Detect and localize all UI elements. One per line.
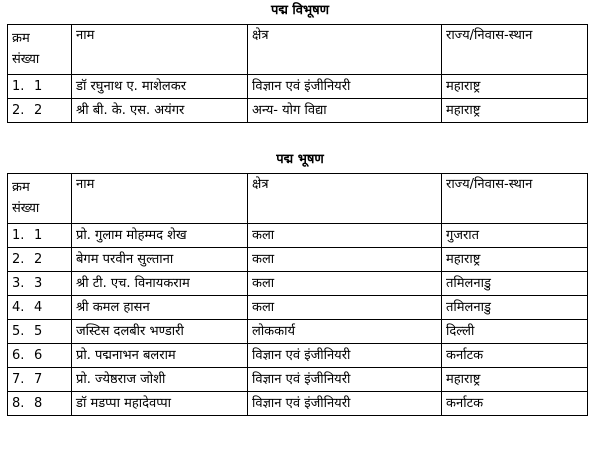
header-name: नाम <box>72 174 248 224</box>
section-title-padma-vibhushan: पद्म विभूषण <box>270 3 330 18</box>
cell-serial <box>8 392 72 416</box>
cell-name: श्री टी. एच. विनायकराम <box>72 272 248 296</box>
serial-number: 1 <box>34 227 43 243</box>
serial-prefix: 5. <box>12 323 25 339</box>
serial-number: 7 <box>34 371 43 387</box>
serial-prefix: 6. <box>12 347 25 363</box>
cell-name: डॉ रघुनाथ ए. माशेलकर <box>72 75 248 99</box>
table-row <box>8 272 588 296</box>
cell-name: डॉ मडप्पा महादेवप्पा <box>72 392 248 416</box>
cell-serial <box>8 344 72 368</box>
cell-name: प्रो. गुलाम मोहम्मद शेख <box>72 224 248 248</box>
cell-serial <box>8 248 72 272</box>
header-name: नाम <box>72 25 248 75</box>
cell-field: विज्ञान एवं इंजीनियरी <box>248 75 442 99</box>
header-field: क्षेत्र <box>248 174 442 224</box>
table-row <box>8 368 588 392</box>
header-serial-line2: संख्या <box>12 52 40 67</box>
table-row <box>8 296 588 320</box>
serial-number: 8 <box>34 395 43 411</box>
header-serial-line1: क्रम <box>12 31 30 46</box>
cell-field: लोककार्य <box>248 320 442 344</box>
cell-serial <box>8 296 72 320</box>
cell-state: तमिलनाडु <box>442 296 588 320</box>
table-row <box>8 99 588 123</box>
padma-bhushan-rows <box>8 224 588 416</box>
table-row <box>8 320 588 344</box>
cell-serial <box>8 99 72 123</box>
table-header-row <box>8 174 588 224</box>
cell-name: श्री बी. के. एस. अयंगर <box>72 99 248 123</box>
cell-field: कला <box>248 296 442 320</box>
serial-number: 2 <box>34 102 43 118</box>
section-title-padma-bhushan: पद्म भूषण <box>276 152 324 167</box>
cell-name: प्रो. ज्येष्ठराज जोशी <box>72 368 248 392</box>
cell-state: महाराष्ट्र <box>442 248 588 272</box>
header-field: क्षेत्र <box>248 25 442 75</box>
serial-prefix: 2. <box>12 251 25 267</box>
serial-number: 2 <box>34 251 43 267</box>
cell-state: महाराष्ट्र <box>442 99 588 123</box>
header-serial-line2: संख्या <box>12 201 40 216</box>
cell-state: कर्नाटक <box>442 392 588 416</box>
cell-name: बेगम परवीन सुल्ताना <box>72 248 248 272</box>
header-state: राज्य/निवास-स्थान <box>442 174 588 224</box>
serial-number: 1 <box>34 78 43 94</box>
cell-state: दिल्ली <box>442 320 588 344</box>
cell-state: कर्नाटक <box>442 344 588 368</box>
serial-prefix: 4. <box>12 299 25 315</box>
table-row <box>8 75 588 99</box>
cell-state: महाराष्ट्र <box>442 75 588 99</box>
serial-number: 6 <box>34 347 43 363</box>
cell-name: श्री कमल हासन <box>72 296 248 320</box>
table-row <box>8 224 588 248</box>
cell-field: अन्य- योग विद्या <box>248 99 442 123</box>
cell-state: महाराष्ट्र <box>442 368 588 392</box>
cell-field: कला <box>248 248 442 272</box>
padma-bhushan-table <box>7 173 588 416</box>
serial-prefix: 1. <box>12 227 25 243</box>
cell-field: विज्ञान एवं इंजीनियरी <box>248 368 442 392</box>
serial-prefix: 1. <box>12 78 25 94</box>
cell-field: कला <box>248 272 442 296</box>
cell-name: प्रो. पद्मनाभन बलराम <box>72 344 248 368</box>
serial-prefix: 8. <box>12 395 25 411</box>
cell-field: विज्ञान एवं इंजीनियरी <box>248 344 442 368</box>
cell-state: गुजरात <box>442 224 588 248</box>
header-serial <box>8 174 72 224</box>
serial-number: 4 <box>34 299 43 315</box>
serial-number: 3 <box>34 275 43 291</box>
serial-prefix: 2. <box>12 102 25 118</box>
cell-serial <box>8 368 72 392</box>
header-state: राज्य/निवास-स्थान <box>442 25 588 75</box>
cell-field: विज्ञान एवं इंजीनियरी <box>248 392 442 416</box>
padma-vibhushan-rows <box>8 75 588 123</box>
serial-prefix: 7. <box>12 371 25 387</box>
cell-serial <box>8 320 72 344</box>
cell-name: जस्टिस दलबीर भण्डारी <box>72 320 248 344</box>
table-row <box>8 392 588 416</box>
cell-serial <box>8 75 72 99</box>
cell-serial <box>8 272 72 296</box>
serial-number: 5 <box>34 323 43 339</box>
cell-field: कला <box>248 224 442 248</box>
table-row <box>8 248 588 272</box>
table-header-row <box>8 25 588 75</box>
cell-serial <box>8 224 72 248</box>
serial-prefix: 3. <box>12 275 25 291</box>
header-serial-line1: क्रम <box>12 180 30 195</box>
cell-state: तमिलनाडु <box>442 272 588 296</box>
padma-vibhushan-table <box>7 24 588 123</box>
table-row <box>8 344 588 368</box>
header-serial <box>8 25 72 75</box>
